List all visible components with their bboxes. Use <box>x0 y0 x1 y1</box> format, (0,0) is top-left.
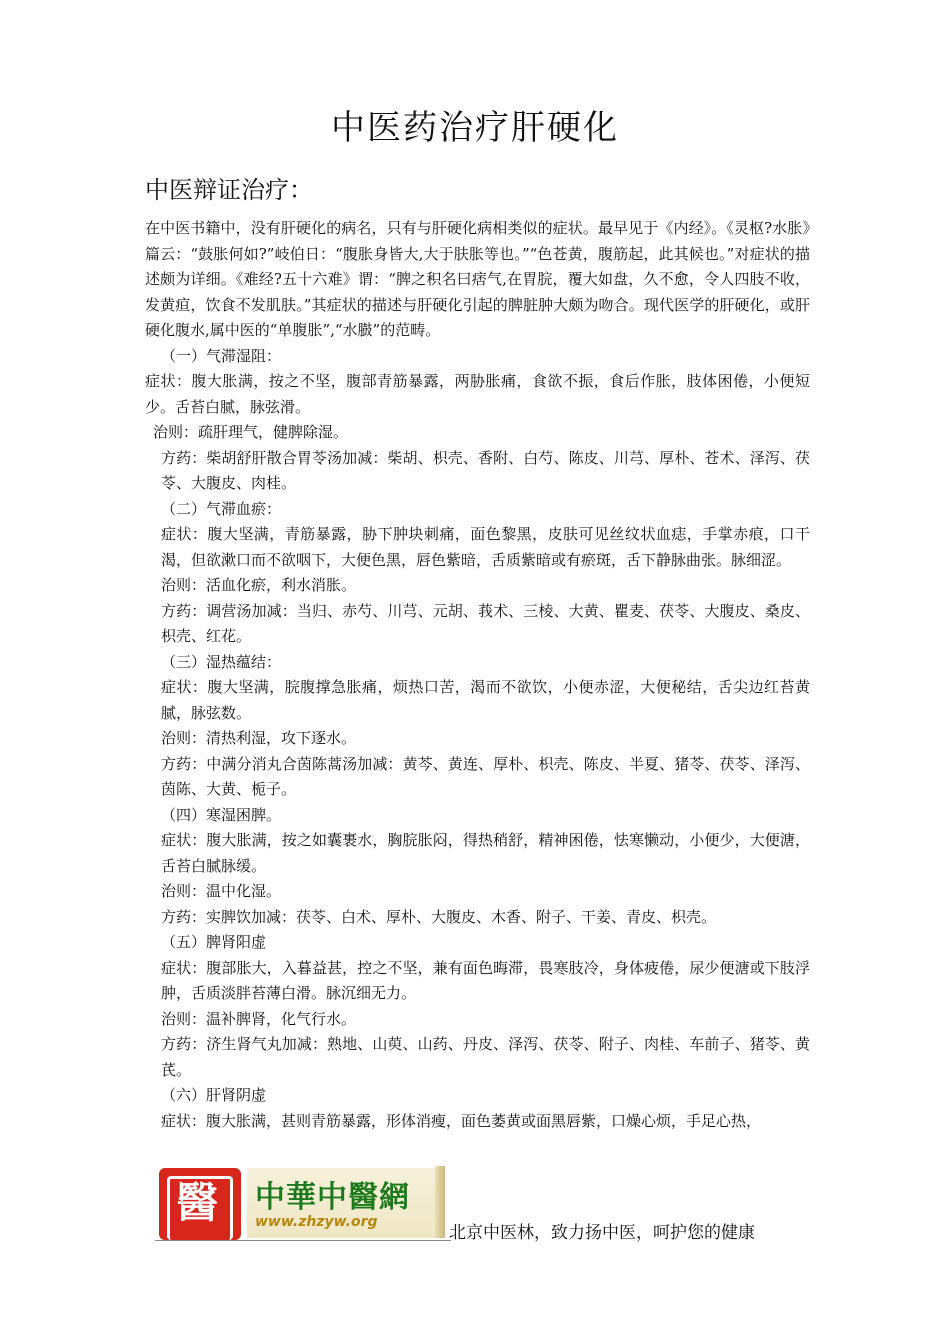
type-heading: （四）寒湿困脾。 <box>161 805 282 824</box>
type-principle: 治则：温补脾肾，化气行水。 <box>161 1009 357 1028</box>
page-footer <box>155 1166 855 1242</box>
type-symptoms: 症状：腹部胀大，入暮益甚，控之不坚，兼有面色晦滞，畏寒肢冷，身体疲倦，尿少便溏或下肢浮肿，舌质淡胖苔薄白滑。脉沉细无力。 <box>161 958 810 1002</box>
type-heading: （二）气滞血瘀： <box>161 499 282 518</box>
seal-icon <box>159 1168 241 1240</box>
type-formula: 方药：实脾饮加减：茯苓、白术、厚朴、大腹皮、木香、附子、干姜、青皮、枳壳。 <box>161 907 717 926</box>
type-heading: （五）脾肾阳虚 <box>161 933 267 951</box>
document-body <box>145 216 810 1134</box>
type-principle: 治则：清热利湿，攻下逐水。 <box>161 729 357 747</box>
type-heading: （一）气滞湿阻： <box>161 346 282 365</box>
type-principle: 治则：疏肝理气，健脾除湿。 <box>153 423 349 441</box>
type-principle: 治则：活血化瘀，利水消胀。 <box>161 576 357 594</box>
type-symptoms: 症状：腹大胀满，按之不坚，腹部青筋暴露，两胁胀痛，食欲不振，食后作胀，肢体困倦，小便短少。舌苔白腻，脉弦滑。 <box>145 372 810 416</box>
type-principle: 治则：温中化湿。 <box>161 882 282 900</box>
page-title: 中医药治疗肝硬化 <box>331 108 619 148</box>
type-heading: （六）肝肾阴虚 <box>161 1086 267 1104</box>
type-symptoms: 症状：腹大坚满，青筋暴露，胁下肿块刺痛，面色黎黑，皮肤可见丝纹状血痣，手掌赤痕，口干渴，但欲漱口而不欲咽下，大便色黑，唇色紫暗，舌质紫暗或有瘀斑，舌下静脉曲张。脉细涩。 <box>161 525 810 569</box>
type-formula: 方药：调营汤加减：当归、赤芍、川芎、元胡、莪术、三棱、大黄、瞿麦、茯苓、大腹皮、桑皮、枳壳、红花。 <box>161 601 810 645</box>
seal-character: 醫 <box>175 1178 218 1227</box>
type-symptoms: 症状：腹大坚满，脘腹撑急胀痛，烦热口苦，渴而不欲饮，小便赤涩，大便秘结，舌尖边红苔黄腻，脉弦数。 <box>161 678 810 722</box>
type-formula: 方药：柴胡舒肝散合胃苓汤加减：柴胡、枳壳、香附、白芍、陈皮、川芎、厚朴、苍术、泽泻、茯苓、大腹皮、肉桂。 <box>161 448 810 492</box>
type-formula: 方药：中满分消丸合茵陈蒿汤加减：黄芩、黄连、厚朴、枳壳、陈皮、半夏、猪苓、茯苓、泽泻、茵陈、大黄、栀子。 <box>161 754 810 798</box>
type-heading: （三）湿热蕴结： <box>161 652 282 671</box>
footer-slogan: 北京中医林，致力扬中医，呵护您的健康 <box>449 1223 755 1243</box>
section-heading: 中医辩证治疗： <box>145 176 313 204</box>
intro-paragraph: 在中医书籍中，没有肝硬化的病名，只有与肝硬化病相类似的症状。最早见于《内经》。《灵枢?水胀》篇云：“鼓胀何如?”岐伯日：“腹胀身皆大,大于肤胀等也。”“色苍黄，腹筋起，此其候也。”对症状的描述颇为详细。《难经?五十六难》谓：“脾之积名曰痞气,在胃脘，覆大如盘，久不愈，令人四肢不收，发黄疸，饮食不发肌肤。”其症状的描述与肝硬化引起的脾脏肿大颇为吻合。现代医学的肝硬化，或肝硬化腹水,属中医的“单腹胀”,“水臌”的范畴。 <box>145 219 810 339</box>
type-symptoms: 症状：腹大胀满，按之如囊裹水，胸脘胀闷，得热稍舒，精神困倦，怯寒懒动，小便少，大便溏，舌苔白腻脉缓。 <box>161 831 810 875</box>
scroll-edge-decoration <box>435 1166 445 1238</box>
site-logo <box>155 1166 451 1241</box>
logo-site-name: 中華中醫網 <box>255 1180 410 1215</box>
type-symptoms: 症状：腹大胀满，甚则青筋暴露，形体消瘦，面色萎黄或面黑唇紫，口燥心烦，手足心热， <box>161 1111 762 1130</box>
logo-site-url: www.zhzyw.org <box>255 1214 378 1230</box>
type-formula: 方药：济生肾气丸加减：熟地、山萸、山药、丹皮、泽泻、茯苓、附子、肉桂、车前子、猪苓、黄芪。 <box>161 1035 810 1079</box>
